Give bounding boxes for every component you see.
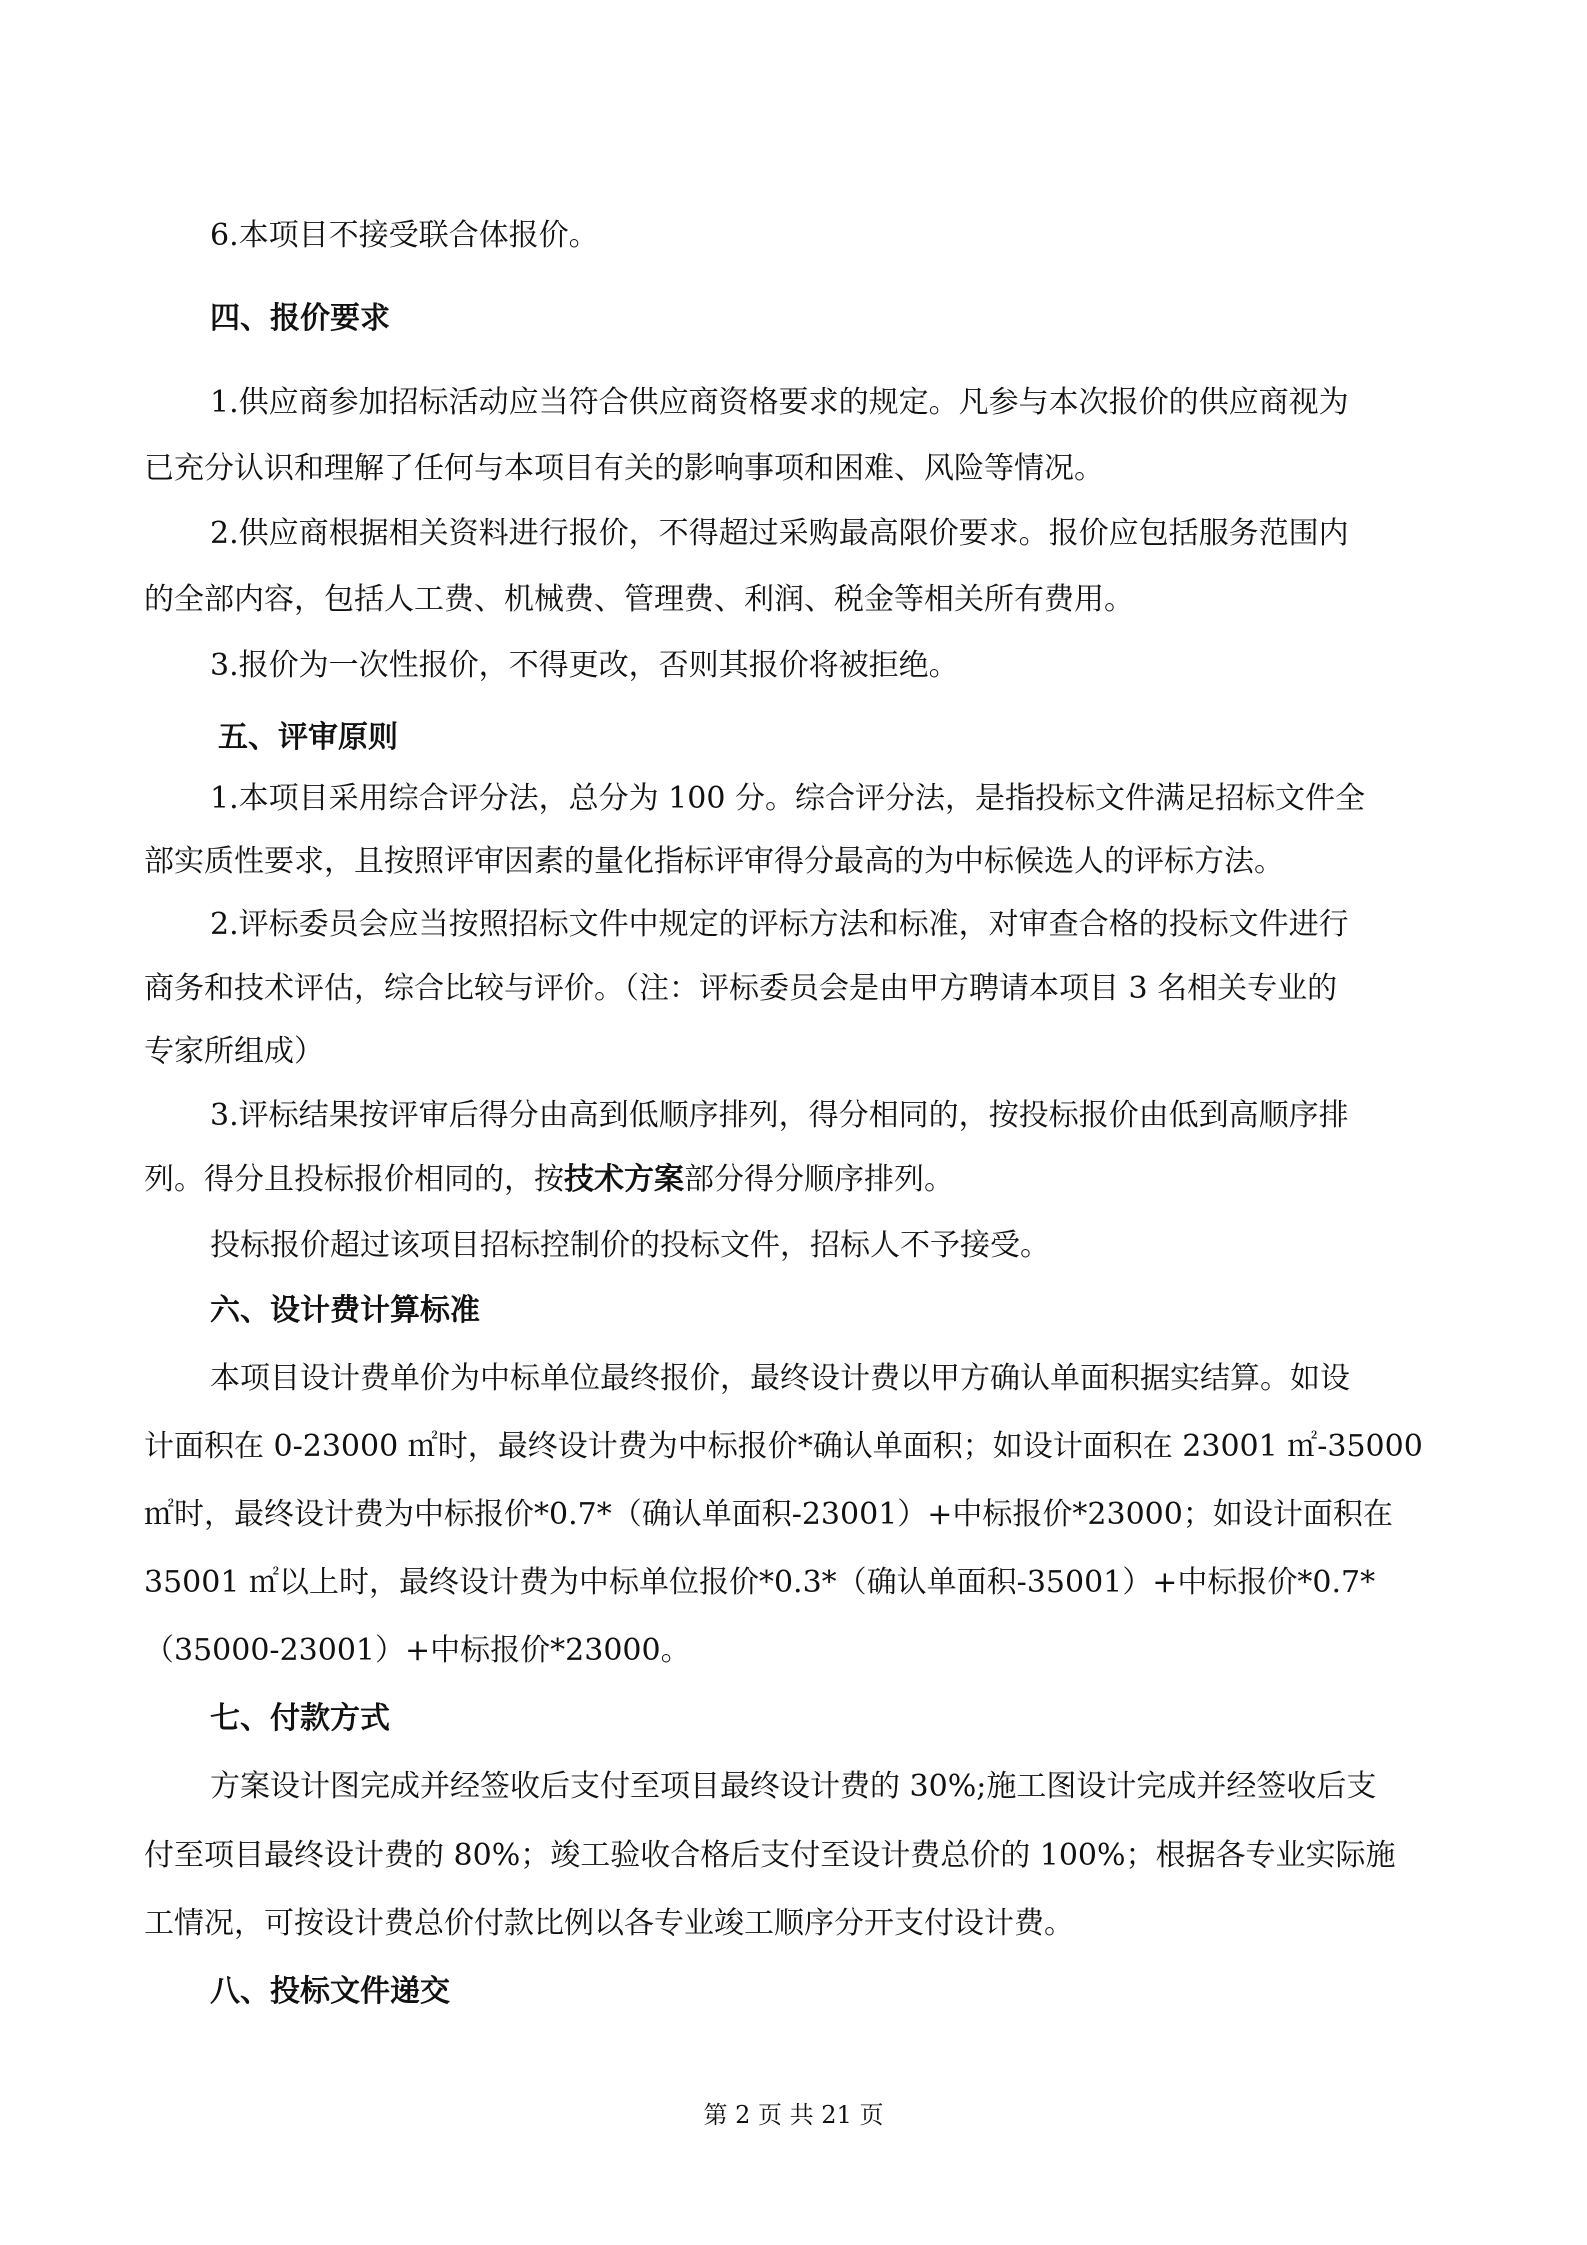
clause-4-6: 6.本项目不接受联合体报价。 (210, 218, 599, 253)
clause-6-3-line-1: 3.评标结果按评审后得分由高到低顺序排列，得分相同的，按投标报价由低到高顺序排 (210, 1098, 1349, 1133)
section-heading-7: 七、付款方式 (210, 1701, 390, 1736)
fee-standard-line-1: 本项目设计费单价为中标单位最终报价，最终设计费以甲方确认单面积据实结算。如设 (210, 1361, 1350, 1396)
clause-5-1-line-1: 1.供应商参加招标活动应当符合供应商资格要求的规定。凡参与本次报价的供应商视为 (210, 385, 1349, 420)
clause-5-2-line-1: 2.供应商根据相关资料进行报价，不得超过采购最高限价要求。报价应包括服务范围内 (210, 516, 1349, 551)
section-heading-4: 四、报价要求 (210, 301, 390, 336)
section-heading-5: 五、评审原则 (218, 720, 398, 755)
bid-cap-note: 投标报价超过该项目招标控制价的投标文件，招标人不予接受。 (210, 1228, 1050, 1263)
section-heading-8: 八、投标文件递交 (210, 1974, 450, 2009)
clause-6-2-line-2: 商务和技术评估，综合比较与评价。（注：评标委员会是由甲方聘请本项目 3 名相关专业的 (144, 971, 1338, 1006)
payment-line-2: 付至项目最终设计费的 80%；竣工验收合格后支付至设计费总价的 100%；根据各专业实际施 (144, 1838, 1396, 1873)
clause-6-3-line-2 (144, 1160, 1444, 1200)
clause-6-2-line-1: 2.评标委员会应当按照招标文件中规定的评标方法和标准，对审查合格的投标文件进行 (210, 907, 1349, 942)
page-number: 第 2 页 共 21 页 (703, 2101, 884, 2129)
payment-line-3: 工情况，可按设计费总价付款比例以各专业竣工顺序分开支付设计费。 (144, 1906, 1074, 1941)
section-heading-6: 六、设计费计算标准 (210, 1293, 480, 1328)
payment-line-1: 方案设计图完成并经签收后支付至项目最终设计费的 30%;施工图设计完成并经签收后支 (210, 1769, 1377, 1804)
fee-standard-line-3: ㎡时，最终设计费为中标报价*0.7*（确认单面积-23001）+中标报价*23000；如设计面积在 (144, 1497, 1393, 1532)
fee-standard-line-5: （35000-23001）+中标报价*23000。 (144, 1633, 691, 1668)
clause-5-1-line-2: 已充分认识和理解了任何与本项目有关的影响事项和困难、风险等情况。 (144, 451, 1104, 486)
clause-6-1-line-1: 1.本项目采用综合评分法，总分为 100 分。综合评分法，是指投标文件满足招标文件全 (210, 781, 1365, 816)
fee-standard-line-2: 计面积在 0-23000 ㎡时，最终设计费为中标报价*确认单面积；如设计面积在 23001 ㎡-35000 (144, 1429, 1423, 1464)
clause-5-2-line-2: 的全部内容，包括人工费、机械费、管理费、利润、税金等相关所有费用。 (144, 582, 1134, 617)
clause-6-3-text-c: 部分得分顺序排列。 (684, 1162, 954, 1197)
fee-standard-line-4: 35001 ㎡以上时，最终设计费为中标单位报价*0.3*（确认单面积-35001）+中标报价*0.7* (144, 1565, 1376, 1600)
clause-5-3: 3.报价为一次性报价，不得更改，否则其报价将被拒绝。 (210, 648, 959, 683)
clause-6-1-line-2: 部实质性要求，且按照评审因素的量化指标评审得分最高的为中标候选人的评标方法。 (144, 844, 1284, 879)
clause-6-3-emphasis: 技术方案 (564, 1162, 684, 1197)
clause-6-2-line-3: 专家所组成） (144, 1034, 324, 1069)
clause-6-3-text-a: 列。得分且投标报价相同的，按 (144, 1162, 564, 1197)
